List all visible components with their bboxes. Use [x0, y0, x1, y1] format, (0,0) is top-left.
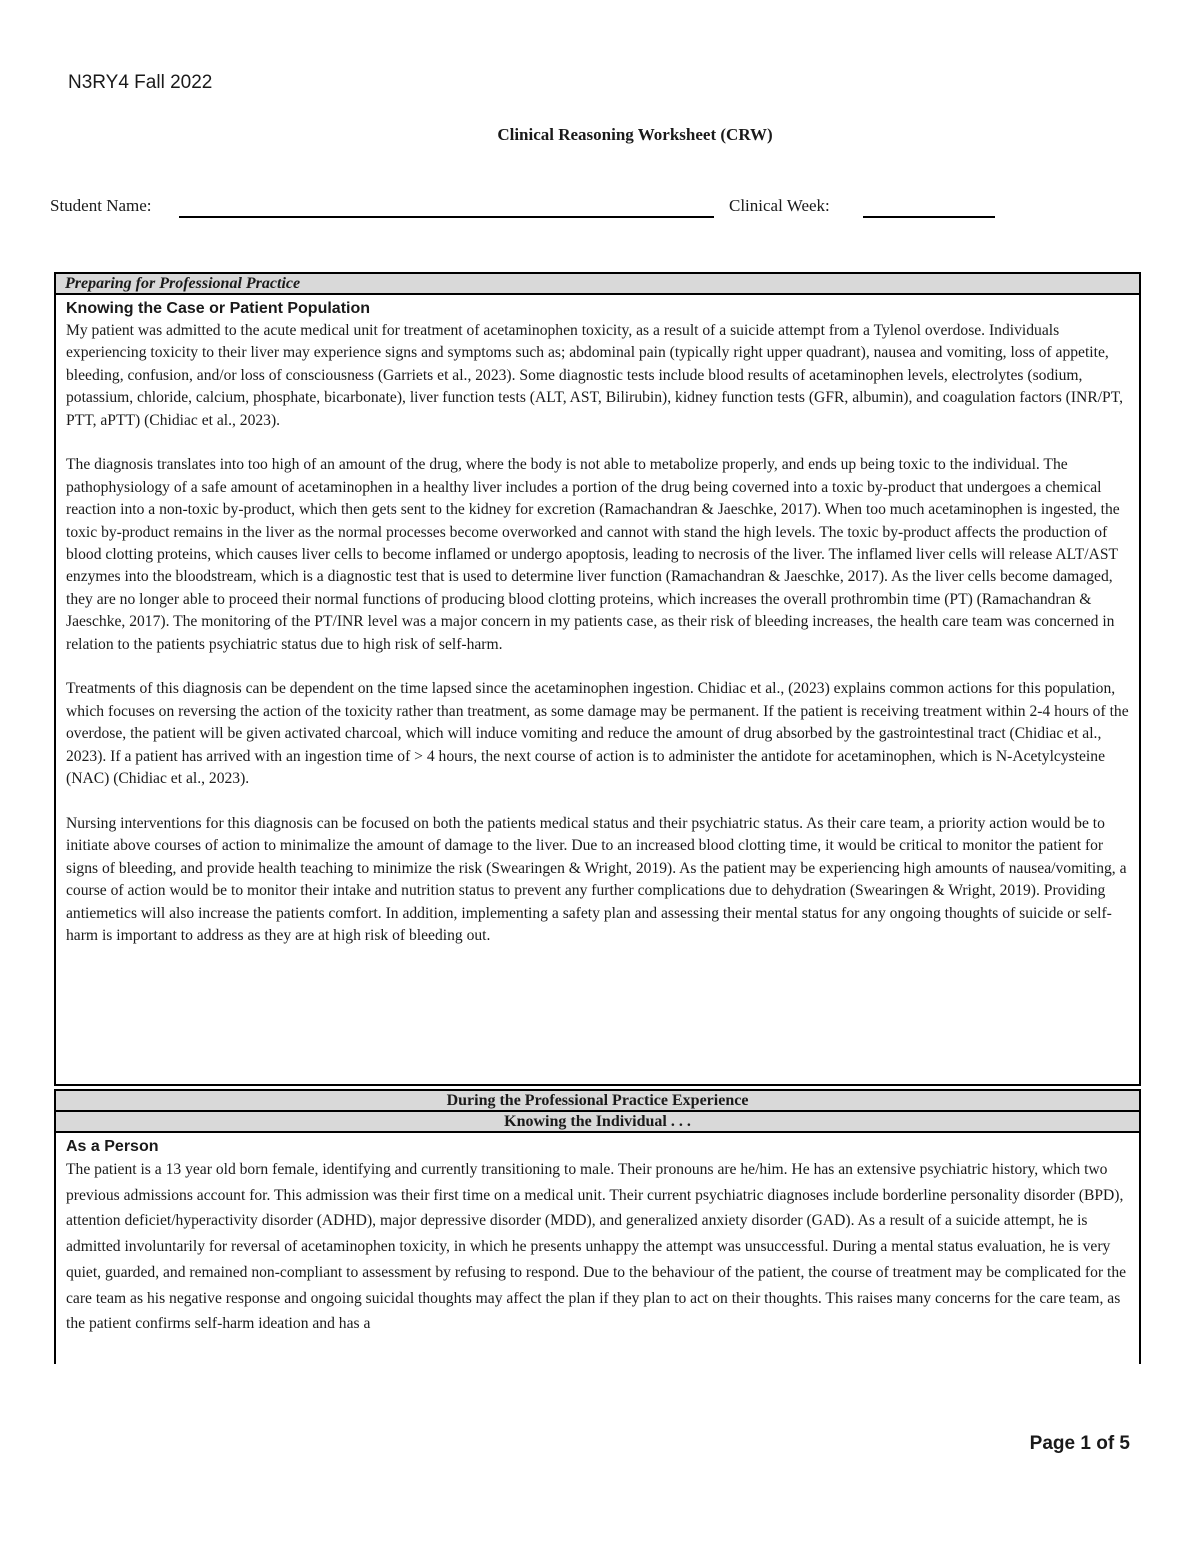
paragraph: Nursing interventions for this diagnosis can be focused on both the patients medical status and their psychiatric status. As their care team, a priority action would be to initiate above courses of action to minimalize the amount of damage to the liver. Due to an increased blood clotting time, it would be critical to monitor the patient for signs of bleeding, and provide health teaching to minimize the risk (Swearingen & Wright, 2019). As the patient may be experiencing high amounts of nausea/vomiting, a course of action would be to monitor their intake and nutrition status to prevent any further complications due to dehydration (Swearingen & Wright, 2019). Providing antiemetics will also increase the patients comfort. In addition, implementing a safety plan and assessing their mental status for any ongoing thoughts of suicide or self-harm is important to address as they are at high risk of bleeding out. — [66, 814, 1127, 944]
student-name-label: Student Name: — [50, 196, 152, 215]
section-band-preparing: Preparing for Professional Practice — [56, 274, 1139, 295]
section-heading: Knowing the Case or Patient Population — [66, 300, 371, 317]
document-title: Clinical Reasoning Worksheet (CRW) — [497, 125, 773, 144]
preparing-section — [54, 272, 1141, 1086]
paragraph: Treatments of this diagnosis can be dependent on the time lapsed since the acetaminophen ingestion. Chidiac et al., (2023) explains common actions for this population, which focuses on reversing the action of the toxicity rather than treatment, as some damage may be permanent. If the patient is receiving treatment within 2-4 hours of the overdose, the patient will be given activated charcoal, which will induce vomiting and reduce the amount of drug absorbed by the gastrointestinal tract (Chidiac et al., 2023). If a patient has arrived with an ingestion time of > 4 hours, the next course of action is to administer the antidote for acetaminophen, which is N-Acetylcysteine (NAC) (Chidiac et al., 2023). — [66, 680, 1129, 788]
during-section — [54, 1089, 1141, 1364]
section-content — [56, 1133, 1139, 1337]
course-code: N3RY4 Fall 2022 — [68, 72, 213, 93]
section-heading: As a Person — [66, 1138, 159, 1155]
paragraph: My patient was admitted to the acute medical unit for treatment of acetaminophen toxicity, as a result of a suicide attempt from a Tylenol overdose. Individuals experiencing toxicity to their liver may experience signs and symptoms such as; abdominal pain (typically right upper quadrant), nausea and vomiting, loss of appetite, bleeding, confusion, and/or loss of consciousness (Garriets et al., 2023). Some diagnostic tests include blood results of acetaminophen levels, electrolytes (sodium, potassium, chloride, calcium, phosphate, bicarbonate), liver function tests (ALT, AST, Bilirubin), kidney function tests (GFR, albumin), and coagulation factors (INR/PT, PTT, aPTT) (Chidiac et al., 2023). — [66, 322, 1123, 429]
student-name-field[interactable] — [179, 216, 714, 218]
sub-band-knowing-individual: Knowing the Individual . . . — [56, 1112, 1139, 1133]
clinical-week-label: Clinical Week: — [729, 196, 830, 215]
paragraph: The patient is a 13 year old born female, identifying and currently transitioning to male. Their pronouns are he/him. He has an extensive psychiatric history, which two previous admissions account for. This admission was their first time on a medical unit. Their current psychiatric diagnoses include borderline personality disorder (BPD), attention deficiet/hyperactivity disorder (ADHD), major depressive disorder (MDD), and generalized anxiety disorder (GAD). As a result of a suicide attempt, he is admitted involuntarily for reversal of acetaminophen toxicity, in which he presents unhappy the attempt was unsuccessful. During a mental status evaluation, he is very quiet, guarded, and remained non-compliant to assessment by refusing to respond. Due to the behaviour of the patient, the course of treatment may be complicated for the care team as his negative response and ongoing suicidal thoughts may affect the plan if they plan to act on their thoughts. This raises many concerns for the care team, as the patient confirms self-harm ideation and has a — [66, 1161, 1127, 1333]
paragraph: The diagnosis translates into too high of an amount of the drug, where the body is not able to metabolize properly, and ends up being toxic to the individual. The pathophysiology of a safe amount of acetaminophen in a healthy liver includes a portion of the drug being coverned into a toxic by-product that undergoes a chemical reaction into a non-toxic by-product, which then gets sent to the kidney for excretion (Ramachandran & Jaeschke, 2017). When too much acetaminophen is ingested, the toxic by-product remains in the liver as the normal processes become overworked and cannot with stand the high levels. The toxic by-product affects the production of blood clotting proteins, which causes liver cells to become inflamed or undergo apoptosis, leading to necrosis of the liver. The inflamed liver cells will release ALT/AST enzymes into the bloodstream, which is a diagnostic test that is used to determine liver function (Ramachandran & Jaeschke, 2017). As the liver cells become damaged, they are no longer able to proceed their normal functions of producing blood clotting proteins, which increases the overall prothrombin time (PT) (Ramachandran & Jaeschke, 2017). The monitoring of the PT/INR level was a major concern in my patients case, as their risk of bleeding increases, the health care team was concerned in relation to the patients psychiatric status due to high risk of self-harm. — [66, 456, 1120, 653]
section-band-during: During the Professional Practice Experience — [56, 1091, 1139, 1112]
clinical-week-field[interactable] — [863, 216, 995, 218]
page-number: Page 1 of 5 — [1029, 1433, 1130, 1454]
section-content — [56, 295, 1139, 947]
